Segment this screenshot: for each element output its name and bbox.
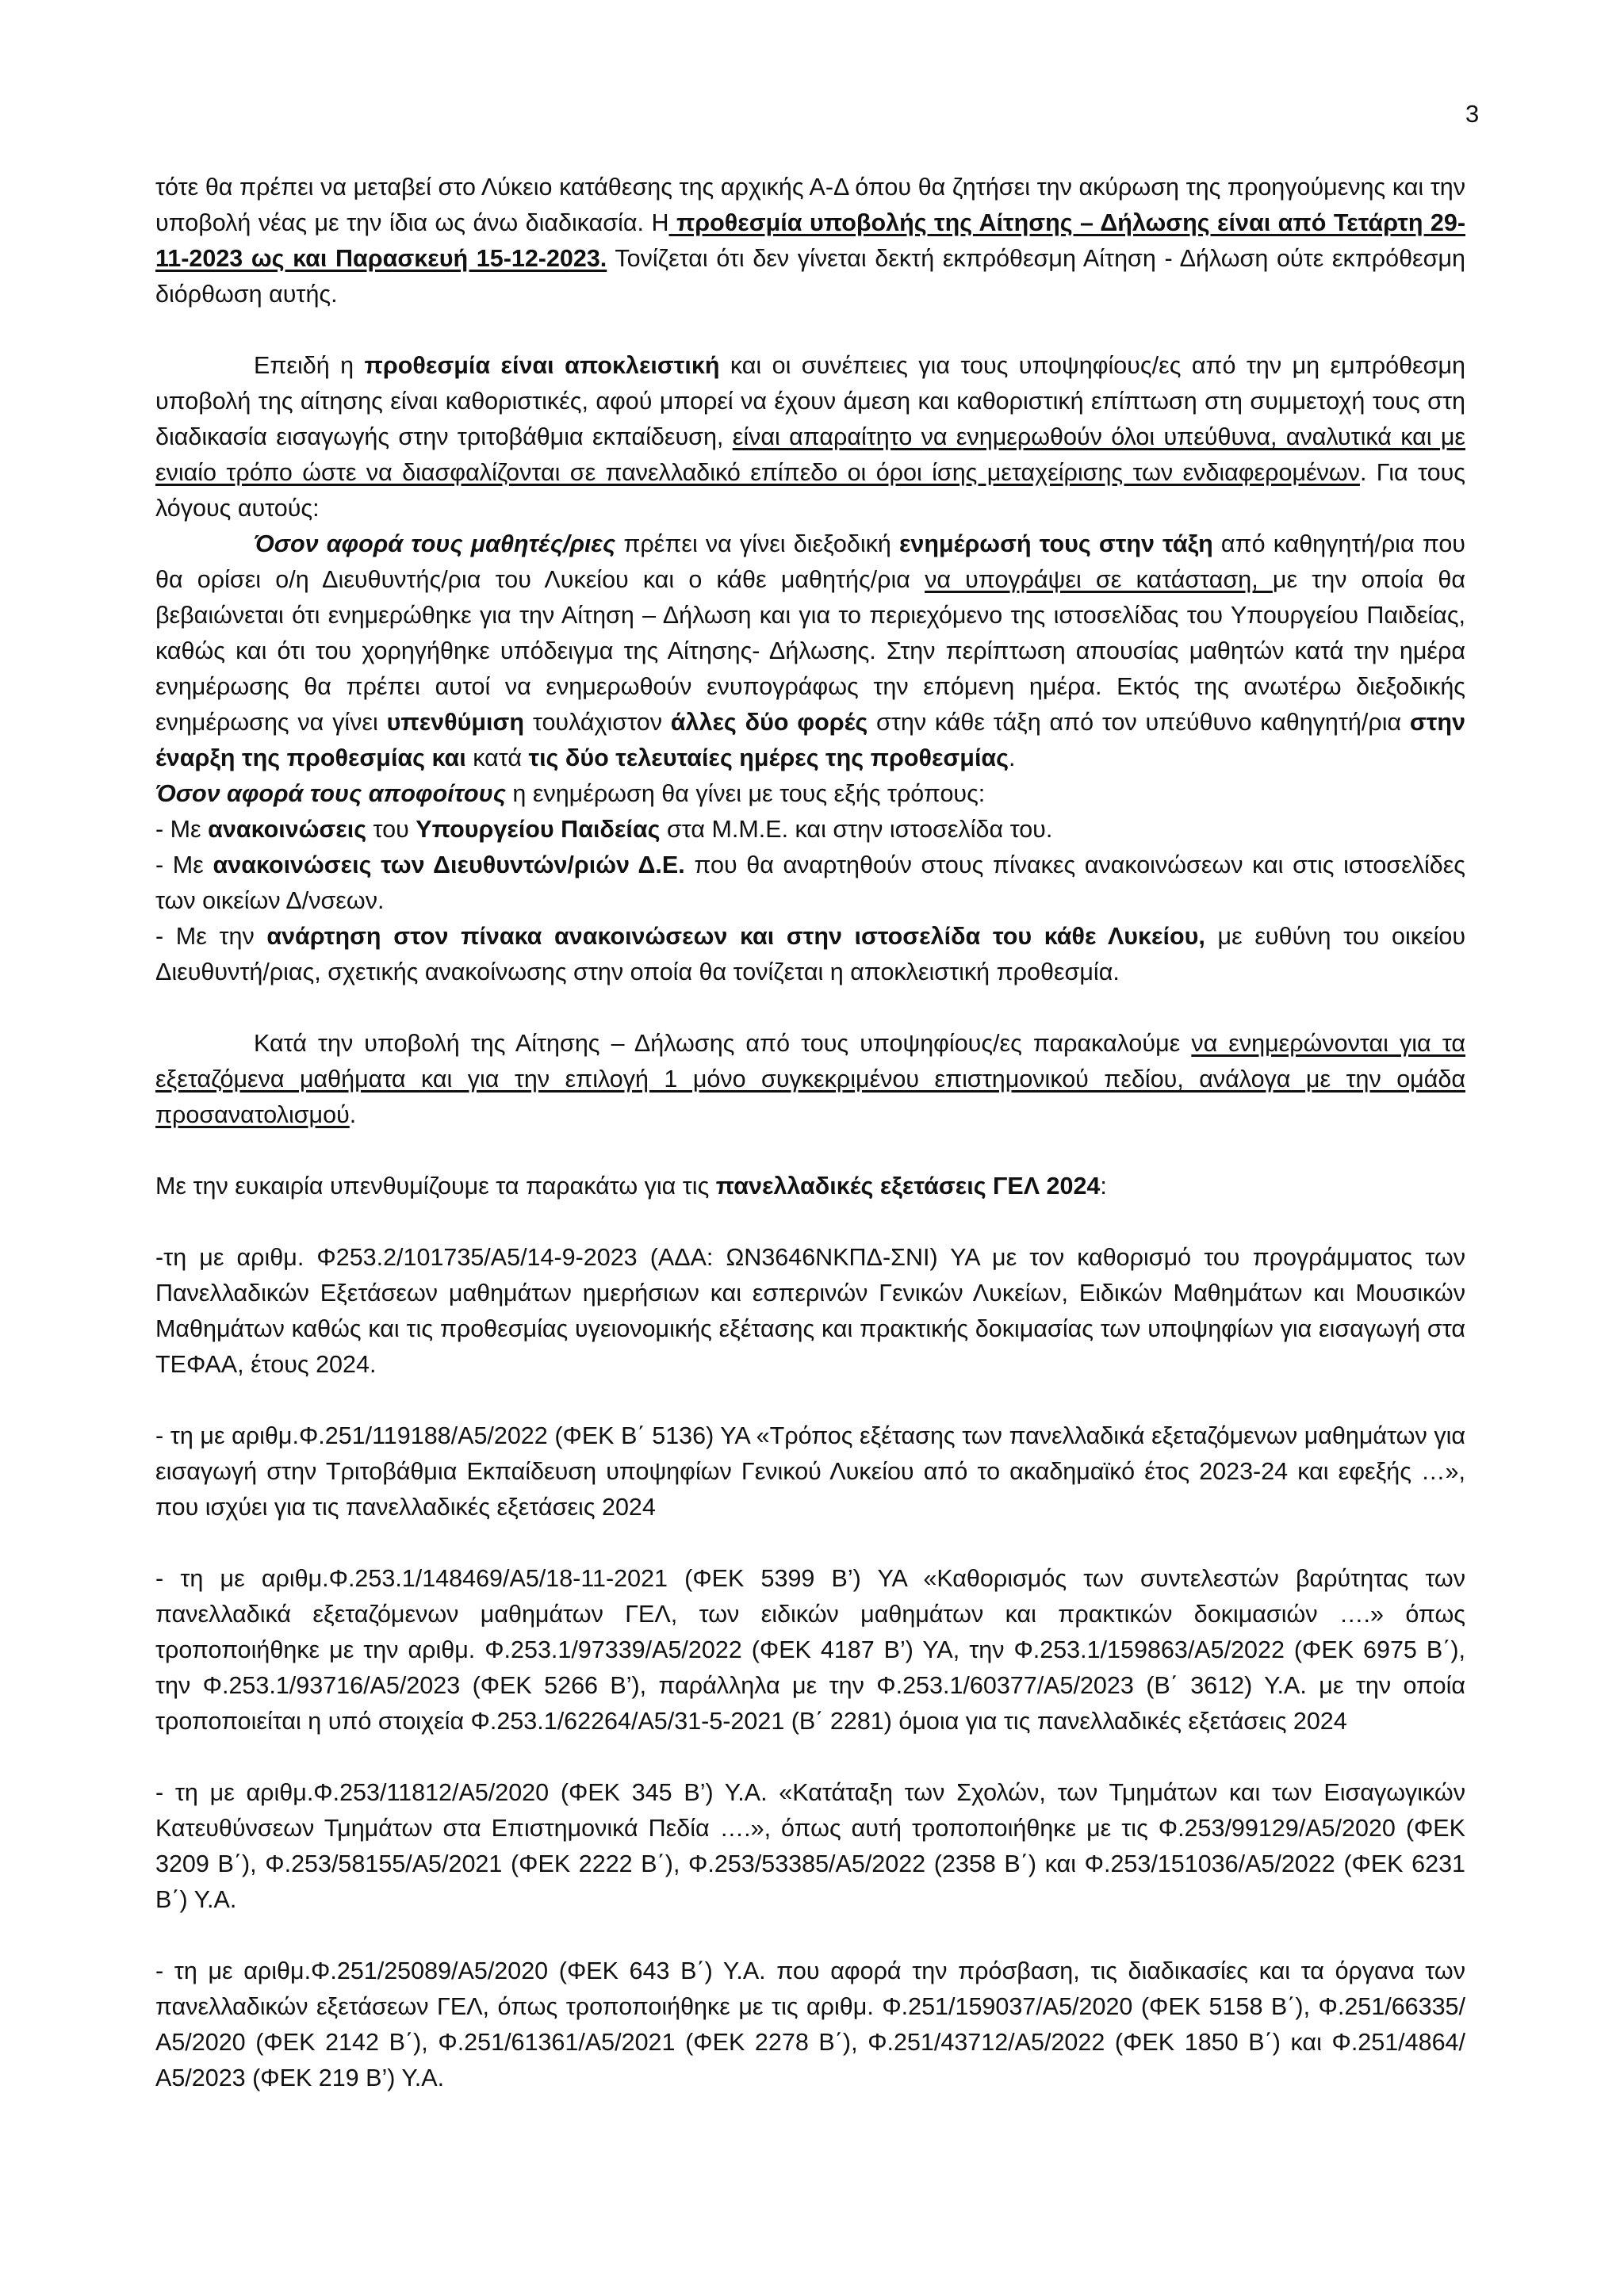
underlined-text: είναι απαραίτητο να ενημερωθούν όλοι υπεύθυνα, αναλυτικά και με ενιαίο τρόπο ώστε να διασφαλίζονται σε πανελλαδικό επίπεδο οι όροι ίσης μεταχείρισης των ενδιαφερομένων — [155, 423, 1466, 486]
deadline-dates: προθεσμία υποβολής της Αίτησης – Δήλωσης είναι από Τετάρτη 29-11-2023 ως και Παρασκευή 15-12-2023. — [155, 209, 1466, 272]
paragraph-submission — [155, 1026, 1465, 1133]
text-span: Με την ευκαιρία υπενθυμίζουμε τα παρακάτω για τις — [155, 1173, 716, 1200]
bold-text: ανακοινώσεις των Διευθυντών/ριών Δ.Ε. — [213, 851, 685, 878]
bold-italic-text: Όσον αφορά τους αποφοίτους — [155, 780, 506, 807]
bold-text: Υπουργείου Παιδείας — [416, 816, 661, 843]
list-item-ministry — [155, 812, 1465, 848]
text-span: - Με — [155, 851, 213, 878]
text-span: Τονίζεται ότι δεν γίνεται δεκτή εκπρόθεσμη Αίτηση - Δήλωση ούτε εκπρόθεσμη διόρθωση αυτής. — [155, 245, 1465, 308]
text-span: πρέπει να γίνει διεξοδική — [615, 530, 899, 557]
paragraph-decision-5: - τη με αριθμ.Φ.251/25089/Α5/2020 (ΦΕΚ 643 Β΄) Υ.Α. που αφορά την πρόσβαση, τις διαδικασίες και τα όργανα των πανελλαδικών εξετάσεων ΓΕΛ, όπως τροποποιήθηκε με τις αριθμ. Φ.251/159037/Α5/2020 (ΦΕΚ 5158 Β΄), Φ.251/66335/Α5/2020 (ΦΕΚ 2142 Β΄), Φ.251/61361/Α5/2021 (ΦΕΚ 2278 Β΄), Φ.251/43712/Α5/2022 (ΦΕΚ 1850 Β΄) και Φ.251/4864/Α5/2023 (ΦΕΚ 219 Β’) Υ.Α. — [155, 1957, 1465, 2091]
text-span: Κατά την υποβολή της Αίτησης – Δήλωσης από τους υποψηφίους/ες παρακαλούμε — [254, 1030, 1192, 1057]
bold-text: τις δύο τελευταίες ημέρες της προθεσμίας — [528, 744, 1009, 771]
document-body — [155, 170, 1465, 2096]
text-span: κατά — [465, 744, 529, 771]
text-span: στην κάθε τάξη από τον υπεύθυνο καθηγητή/ρια — [868, 709, 1410, 736]
text-span: που θα αναρτηθούν στους πίνακες ανακοινώσεων και στις ιστοσελίδες των οικείων Δ/νσεων. — [155, 851, 1466, 914]
text-span: στα Μ.Μ.Ε. και στην ιστοσελίδα του. — [660, 816, 1053, 843]
paragraph-exclusive-deadline — [155, 348, 1465, 526]
paragraph-decision-1: -τη με αριθμ. Φ253.2/101735/Α5/14-9-2023 (ΑΔΑ: ΩΝ3646ΝΚΠΔ-ΣΝΙ) ΥΑ με τον καθορισμό του προγράμματος των Πανελλαδικών Εξετάσεων μαθημάτων ημερήσιων και εσπερινών Γενικών Λυκείων, Ειδικών Μαθημάτων και Μουσικών Μαθημάτων καθώς και τις προθεσμίας υγειονομικής εξέτασης και πρακτικής δοκιμασίας των υποψηφίων για εισαγωγή στα ΤΕΦΑΑ, έτους 2024. — [155, 1244, 1465, 1378]
bold-text: ενημέρωσή τους στην τάξη — [898, 530, 1213, 557]
text-span: . — [1009, 744, 1016, 771]
text-span: με ευθύνη του οικείου Διευθυντή/ριας, σχετικής ανακοίνωσης στην οποία θα τονίζεται η αποκλειστική προθεσμία. — [155, 923, 1466, 985]
underlined-text: να ενημερώνονται για τα εξεταζόμενα μαθήματα και για την επιλογή 1 μόνο συγκεκριμένου επιστημονικού πεδίου, ανάλογα με την ομάδα προσανατολισμού — [155, 1030, 1465, 1128]
text-span: τότε θα πρέπει να μεταβεί στο Λύκειο κατάθεσης της αρχικής Α-Δ όπου θα ζητήσει την ακύρωση της προηγούμενης και την υποβολή νέας με την ίδια ως άνω διαδικασία. Η — [155, 174, 1465, 236]
text-span: από καθηγητή/ρια που θα ορίσει ο/η Διευθυντής/ρια του Λυκείου και ο κάθε μαθητής/ρια — [155, 530, 1465, 593]
list-item-lyceum — [155, 919, 1465, 990]
text-span: του — [366, 816, 416, 843]
text-span: - Με — [155, 816, 209, 843]
paragraph-decision-2: - τη με αριθμ.Φ.251/119188/Α5/2022 (ΦΕΚ Β΄ 5136) ΥΑ «Τρόπος εξέτασης των πανελλαδικά εξεταζόμενων μαθημάτων για εισαγωγή στην Τριτοβάθμια Εκπαίδευση υποψηφίων Γενικού Λυκείου από το ακαδημαϊκό έτος 2023-24 και εφεξής …», που ισχύει για τις πανελλαδικές εξετάσεις 2024 — [155, 1422, 1465, 1521]
bold-text: ανάρτηση στον πίνακα ανακοινώσεων και στην ιστοσελίδα του κάθε Λυκείου, — [266, 923, 1205, 950]
bold-text: στην έναρξη της προθεσμίας και — [155, 709, 1465, 771]
text-span: - Με την — [155, 923, 267, 950]
bold-text: πανελλαδικές εξετάσεις ΓΕΛ 2024 — [715, 1173, 1101, 1200]
text-span: τουλάχιστον — [524, 709, 671, 736]
bold-italic-text: Όσον αφορά τους μαθητές/ριες — [254, 530, 616, 557]
text-span: και οι συνέπειες για τους υποψηφίους/ες από την μη εμπρόθεσμη υποβολή της αίτησης είναι καθοριστικές, αφού μπορεί να έχουν άμεση και καθοριστική επίπτωση στη συμμετοχή τους στη διαδικασία εισαγωγής στην τριτοβάθμια εκπαίδευση, — [155, 352, 1465, 450]
paragraph-graduates — [155, 776, 1465, 812]
text-span: : — [1100, 1173, 1107, 1200]
list-item-directors — [155, 848, 1465, 919]
bold-text: άλλες δύο φορές — [670, 709, 868, 736]
bold-text: προθεσμία είναι αποκλειστική — [364, 352, 720, 379]
paragraph-reminder — [155, 1169, 1465, 1204]
paragraph-students — [155, 526, 1465, 776]
underlined-text: να υπογράψει σε κατάσταση, — [925, 566, 1273, 593]
text-span: . Για τους λόγους αυτούς: — [155, 459, 1465, 522]
paragraph-decision-4: - τη με αριθμ.Φ.253/11812/Α5/2020 (ΦΕΚ 345 Β’) Υ.Α. «Κατάταξη των Σχολών, των Τμημάτων και των Εισαγωγικών Κατευθύνσεων Τμημάτων στα Επιστημονικά Πεδία ….», όπως αυτή τροποποιήθηκε με τις Φ.253/99129/Α5/2020 (ΦΕΚ 3209 Β΄), Φ.253/58155/Α5/2021 (ΦΕΚ 2222 Β΄), Φ.253/53385/Α5/2022 (2358 Β΄) και Φ.253/151036/Α5/2022 (ΦΕΚ 6231 Β΄) Υ.Α. — [155, 1779, 1465, 1913]
text-span: Επειδή η — [254, 352, 365, 379]
paragraph-decision-3: - τη με αριθμ.Φ.253.1/148469/Α5/18-11-2021 (ΦΕΚ 5399 Β’) ΥΑ «Καθορισμός των συντελεστών βαρύτητας των πανελλαδικά εξεταζόμενων μαθημάτων ΓΕΛ, των ειδικών μαθημάτων και πρακτικών δοκιμασιών ….» όπως τροποποιήθηκε με την αριθμ. Φ.253.1/97339/Α5/2022 (ΦΕΚ 4187 Β’) ΥΑ, την Φ.253.1/159863/Α5/2022 (ΦΕΚ 6975 Β΄), την Φ.253.1/93716/Α5/2023 (ΦΕΚ 5266 Β’), παράλληλα με την Φ.253.1/60377/Α5/2023 (Β΄ 3612) Υ.Α. με την οποία τροποποιείται η υπό στοιχεία Φ.253.1/62264/Α5/31-5-2021 (Β΄ 2281) όμοια για τις πανελλαδικές εξετάσεις 2024 — [155, 1565, 1465, 1735]
text-span: . — [349, 1101, 357, 1128]
paragraph-deadline — [155, 170, 1465, 312]
bold-text: ανακοινώσεις — [208, 816, 367, 843]
bold-text: υπενθύμιση — [386, 709, 525, 736]
text-span: η ενημέρωση θα γίνει με τους εξής τρόπους: — [505, 780, 986, 807]
page-number: 3 — [1465, 100, 1480, 128]
text-span: με την οποία θα βεβαιώνεται ότι ενημερώθηκε για την Αίτηση – Δήλωση και για το περιεχόμενο της ιστοσελίδας του Υπουργείου Παιδείας, καθώς και ότι του χορηγήθηκε υπόδειγμα της Αίτησης- Δήλωσης. Στην περίπτωση απουσίας μαθητών κατά την ημέρα ενημέρωσης θα πρέπει αυτοί να ενημερωθούν ενυπογράφως την επόμενη ημέρα. Εκτός της ανωτέρω διεξοδικής ενημέρωσης να γίνει — [155, 566, 1465, 736]
